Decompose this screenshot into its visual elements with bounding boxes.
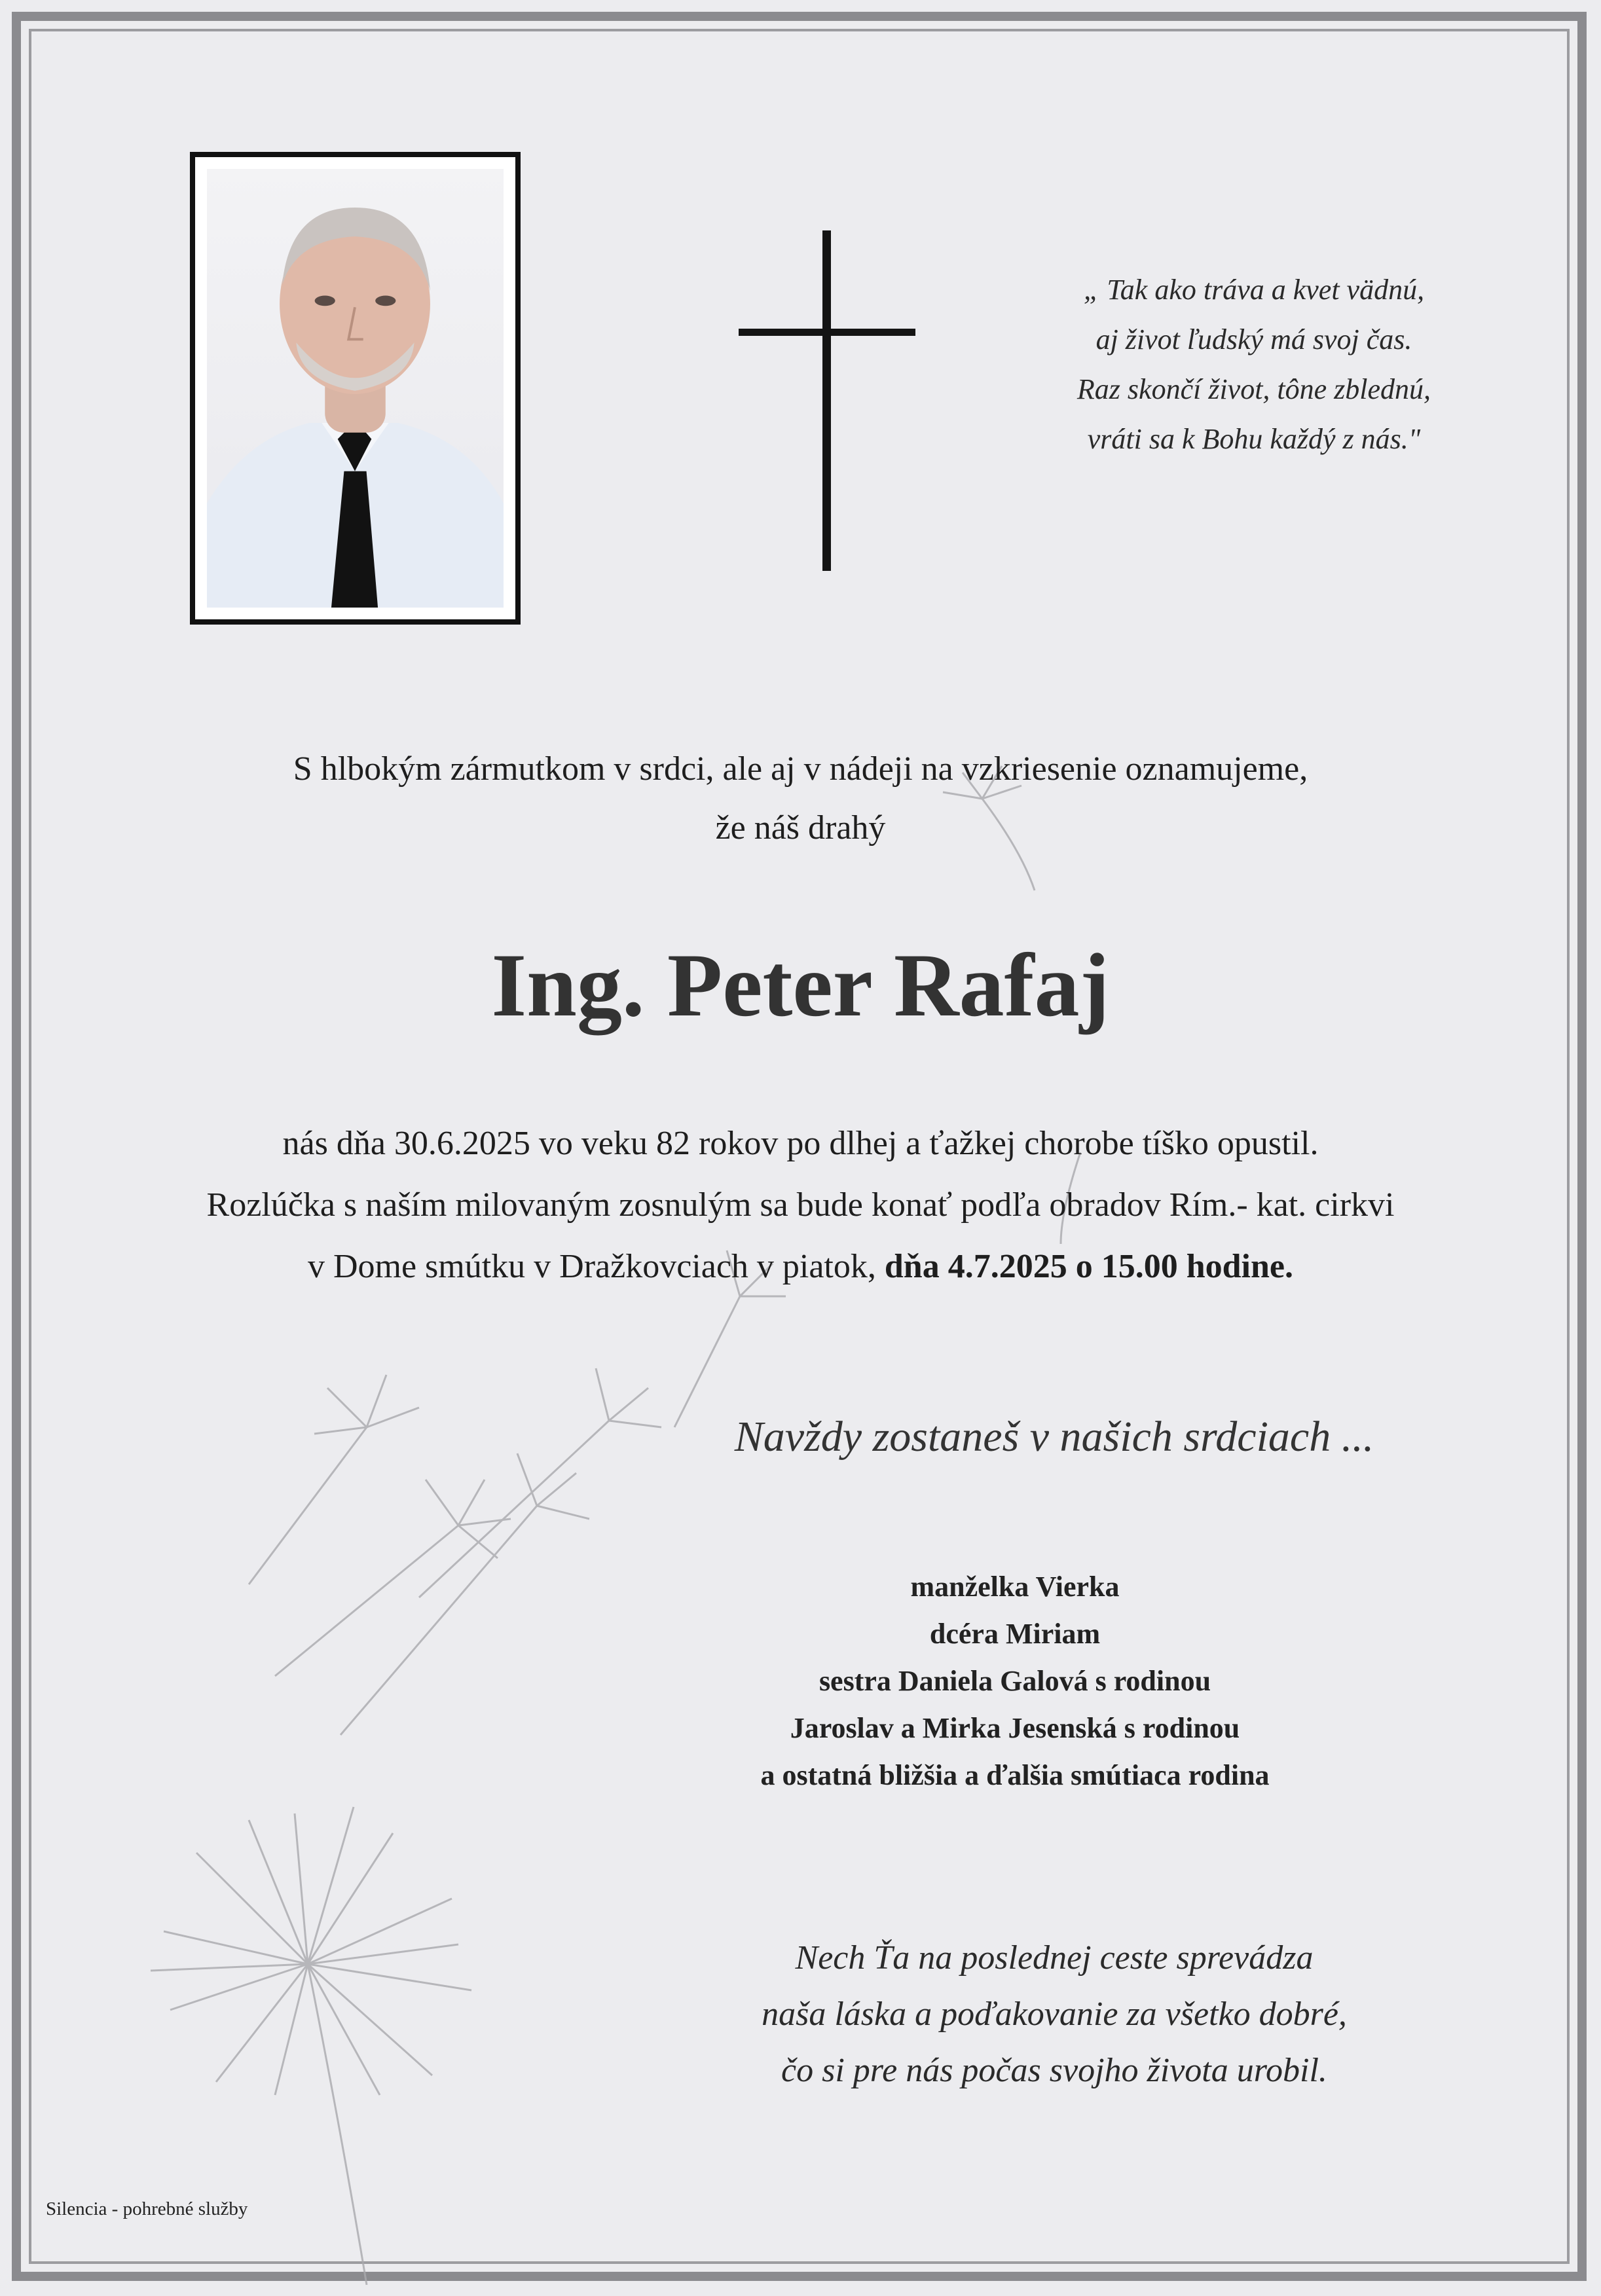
- details-place: v Dome smútku v Dražkovciach v piatok,: [307, 1248, 885, 1285]
- mourners-list: [733, 1563, 1297, 1799]
- poem-line: vráti sa k Bohu každý z nás.": [1087, 423, 1421, 455]
- closing-line: čo si pre nás počas svojho života urobil.: [781, 2052, 1327, 2089]
- funeral-details: [79, 1113, 1522, 1298]
- details-line: Rozlúčka s naším milovaným zosnulým sa bude konať podľa obradov Rím.- kat. cirkvi: [206, 1186, 1395, 1224]
- details-line: nás dňa 30.6.2025 vo veku 82 rokov po dlhej a ťažkej chorobe tíško opustil.: [282, 1125, 1319, 1162]
- deceased-name: Ing. Peter Rafaj: [491, 935, 1110, 1035]
- forever-line: Navždy zostaneš v našich srdciach ...: [734, 1413, 1374, 1461]
- details-date-time: dňa 4.7.2025 o 15.00 hodine.: [884, 1248, 1294, 1285]
- poem-line: „ Tak ako tráva a kvet vädnú,: [1083, 274, 1425, 306]
- poem-line: aj život ľudský má svoj čas.: [1095, 323, 1412, 355]
- mourner-item: manželka Vierka: [910, 1571, 1120, 1603]
- announcement-intro: [79, 740, 1522, 858]
- closing-line: Nech Ťa na poslednej ceste sprevádza: [795, 1939, 1314, 1977]
- poem-quote: [995, 265, 1513, 464]
- mourner-item: dcéra Miriam: [929, 1618, 1101, 1650]
- details-line: [79, 1236, 1522, 1298]
- portrait-photo: [190, 152, 521, 625]
- poem-line: Raz skončí život, tône zblednú,: [1077, 373, 1431, 405]
- mourner-item: a ostatná bližšia a ďalšia smútiaca rodina: [760, 1759, 1270, 1791]
- intro-line: S hlbokým zármutkom v srdci, ale aj v nádeji na vzkriesenie oznamujeme,: [293, 750, 1308, 788]
- closing-verse: [707, 1930, 1401, 2099]
- funeral-service-credit: Silencia - pohrebné služby: [46, 2198, 248, 2219]
- portrait-image: [207, 169, 504, 608]
- closing-line: naša láska a poďakovanie za všetko dobré,: [762, 1995, 1347, 2033]
- mourner-item: sestra Daniela Galová s rodinou: [819, 1665, 1211, 1697]
- cross-symbol: [739, 230, 915, 571]
- intro-line: že náš drahý: [715, 809, 886, 847]
- mourner-item: Jaroslav a Mirka Jesenská s rodinou: [790, 1712, 1240, 1744]
